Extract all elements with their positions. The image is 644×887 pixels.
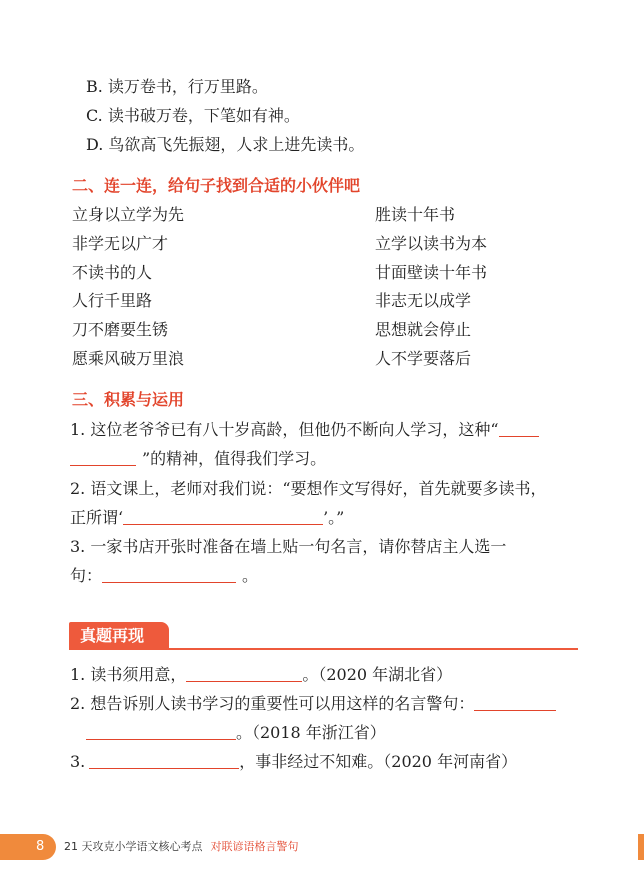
match-left-4: 人行千里路: [72, 291, 153, 310]
page-number: 8: [36, 839, 45, 854]
match-left-5: 刀不磨要生锈: [72, 320, 169, 339]
s3-q1-text: 1. 这位老爷爷已有八十岁高龄，但他仍不断向人学习，这种“: [70, 420, 499, 439]
real-q3-number: 3.: [70, 752, 86, 771]
match-right-3: 甘面壁读十年书: [375, 263, 488, 282]
s3-question-2: 2. 语文课上，老师对我们说：“要想作文写得好，首先就要多读书，: [70, 479, 547, 498]
s3-question-1-cont: [70, 448, 326, 470]
real-q2-source: 。（2018 年浙江省）: [236, 723, 386, 742]
option-b: B. 读万卷书，行万里路。: [86, 77, 268, 96]
footer-text: [64, 839, 299, 855]
s3-q2-blank[interactable]: [123, 508, 323, 525]
section2-title: 二、连一连，给句子找到合适的小伙伴吧: [72, 176, 361, 195]
s3-q1-blank-end[interactable]: [70, 449, 136, 466]
real-question-3: [70, 751, 517, 773]
section3-title: 三、积累与运用: [72, 390, 185, 409]
s3-question-1: [70, 419, 539, 441]
real-question-1: [70, 664, 452, 686]
match-left-3: 不读书的人: [72, 263, 153, 282]
match-left-6: 愿乘风破万里浪: [72, 349, 185, 368]
s3-q1-text-end: ”的精神，值得我们学习。: [142, 449, 327, 468]
real-q2-blank-start[interactable]: [474, 694, 556, 711]
real-q1-source: 。（2020 年湖北省）: [302, 665, 453, 684]
real-q1-blank[interactable]: [186, 665, 302, 682]
real-question-2-cont: [86, 722, 386, 744]
s3-q3-text-end: 。: [242, 566, 259, 585]
real-exam-banner: 真题再现: [69, 622, 169, 649]
option-d: D. 鸟欲高飞先振翅，人求上进先读书。: [86, 135, 365, 154]
page-number-tab: [0, 834, 56, 860]
s3-q3-text: 句：: [70, 566, 103, 585]
edge-marker: [638, 834, 644, 860]
s3-question-2-cont: [70, 507, 344, 529]
real-q2-text: 2. 想告诉别人读书学习的重要性可以用这样的名言警句：: [70, 694, 475, 713]
match-left-1: 立身以立学为先: [72, 205, 185, 224]
real-q2-blank-end[interactable]: [86, 723, 236, 740]
s3-q3-blank[interactable]: [102, 566, 236, 583]
real-q3-blank[interactable]: [89, 752, 239, 769]
real-q3-text: ，事非经过不知难。（2020 年河南省）: [239, 752, 518, 771]
match-right-6: 人不学要落后: [375, 349, 472, 368]
match-right-5: 思想就会停止: [375, 320, 472, 339]
match-right-2: 立学以读书为本: [375, 234, 488, 253]
match-left-2: 非学无以广才: [72, 234, 169, 253]
real-q1-text: 1. 读书须用意，: [70, 665, 187, 684]
real-question-2: [70, 693, 556, 715]
footer-topic: 对联谚语格言警句: [210, 840, 299, 853]
s3-question-3-cont: [70, 565, 258, 587]
footer-book-title: 21 天攻克小学语文核心考点: [64, 840, 203, 853]
s3-question-3: 3. 一家书店开张时准备在墙上贴一句名言，请你替店主人选一: [70, 537, 507, 556]
banner-underline: [69, 648, 578, 650]
s3-q2-text: 正所谓‘: [70, 508, 124, 527]
s3-q1-blank-start[interactable]: [499, 420, 539, 437]
match-right-1: 胜读十年书: [375, 205, 456, 224]
option-c: C. 读书破万卷，下笔如有神。: [86, 106, 300, 125]
match-right-4: 非志无以成学: [375, 291, 472, 310]
s3-q2-text-end: ’。”: [323, 508, 345, 527]
